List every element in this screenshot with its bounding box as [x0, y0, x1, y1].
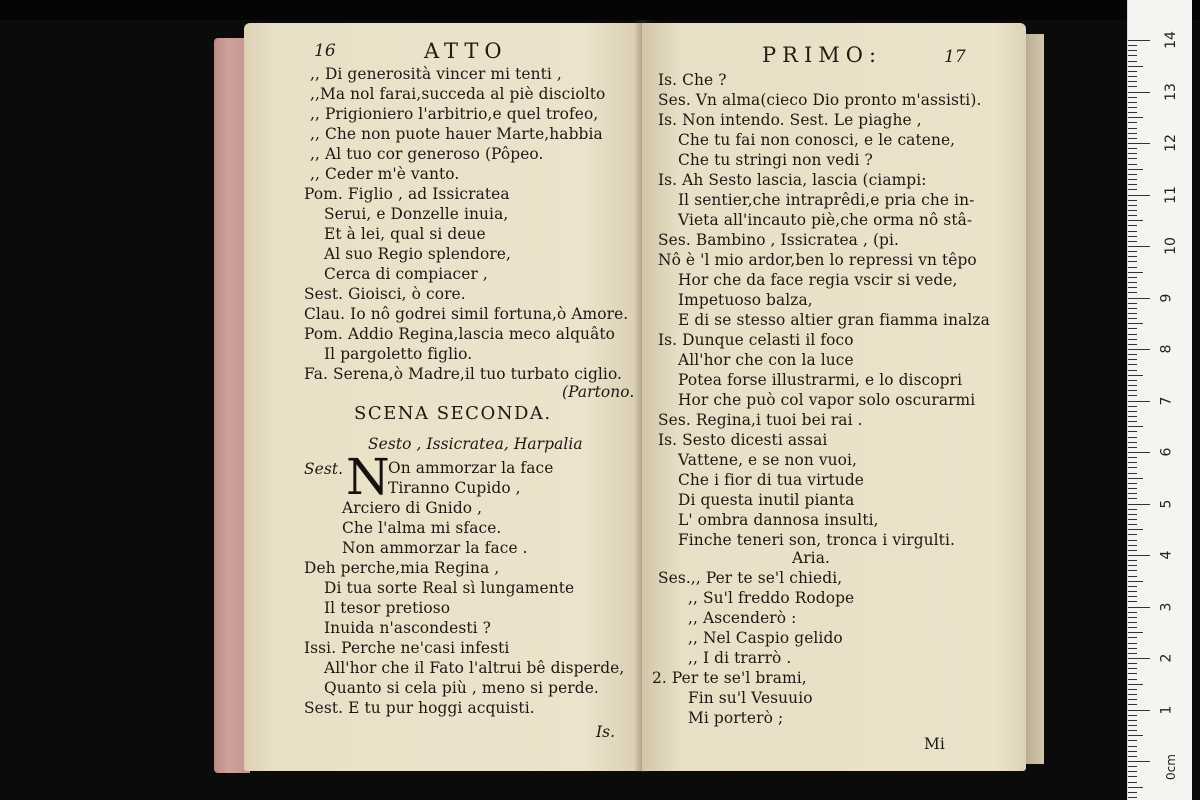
- ruler-tick: [1128, 292, 1137, 293]
- ruler-tick: [1128, 426, 1143, 427]
- ruler-tick: [1128, 782, 1137, 783]
- ruler-tick: [1128, 282, 1137, 283]
- left-page: [244, 23, 644, 771]
- ruler-unit-label: 0cm: [1163, 754, 1178, 780]
- text-line: Al suo Regio splendore,: [324, 245, 511, 263]
- ruler-tick: [1128, 591, 1137, 592]
- ruler-tick: [1128, 359, 1137, 360]
- ruler-tick: [1128, 61, 1137, 62]
- ruler-tick: [1128, 545, 1137, 546]
- ruler-tick: [1128, 406, 1137, 407]
- catchword: Is.: [596, 723, 616, 741]
- text-line: ,, Nel Caspio gelido: [688, 629, 843, 647]
- ruler-tick: [1128, 447, 1137, 448]
- scene-characters: Sesto , Issicratea, Harpalia: [368, 435, 583, 453]
- ruler-tick: [1128, 673, 1137, 674]
- text-line: Quanto si cela più , meno si perde.: [324, 679, 599, 697]
- ruler-tick: [1128, 498, 1137, 499]
- ruler-tick: [1128, 643, 1137, 644]
- ruler-tick: [1128, 540, 1137, 541]
- text-line: Il tesor pretioso: [324, 599, 451, 617]
- ruler-tick: [1128, 632, 1143, 633]
- ruler-tick: [1128, 462, 1137, 463]
- text-line: Fa. Serena,ò Madre,il tuo turbato ciglio.: [304, 365, 623, 383]
- ruler-number: 5: [1158, 499, 1175, 508]
- text-line: Che tu fai non conosci, e le catene,: [678, 131, 956, 149]
- text-line: ,, Che non puote hauer Marte,habbia: [310, 125, 603, 143]
- right-page: [642, 23, 1026, 771]
- scene-title: SCENA SECONDA.: [354, 403, 552, 424]
- text-line: ,, Su'l freddo Rodope: [688, 589, 855, 607]
- text-line: Is. Non intendo. Sest. Le piaghe ,: [658, 111, 922, 129]
- ruler-tick: [1128, 86, 1137, 87]
- text-line: Nô è 'l mio ardor,ben lo repressi vn têpo: [658, 251, 977, 269]
- ruler-tick: [1128, 231, 1137, 232]
- ruler-tick: [1128, 570, 1137, 571]
- ruler-tick: [1128, 694, 1137, 695]
- ruler-tick: [1128, 612, 1137, 613]
- ruler-tick: [1128, 622, 1137, 623]
- ruler-tick: [1128, 195, 1150, 196]
- ruler-tick: [1128, 560, 1137, 561]
- text-line: Pom. Figlio , ad Issicratea: [304, 185, 510, 203]
- ruler-tick: [1128, 45, 1137, 46]
- text-line: Hor che da face regia vscir si vede,: [678, 271, 958, 289]
- ruler-tick: [1128, 751, 1137, 752]
- ruler-tick: [1128, 76, 1137, 77]
- ruler-tick: [1128, 581, 1143, 582]
- text-line: All'hor che il Fato l'altrui bê disperde,: [324, 659, 625, 677]
- ruler-tick: [1128, 385, 1137, 386]
- ruler-number: 10: [1162, 237, 1179, 255]
- ruler-tick: [1128, 658, 1150, 659]
- ruler-tick: [1128, 303, 1137, 304]
- dark-background-top: [0, 0, 1200, 20]
- ruler-tick: [1128, 617, 1137, 618]
- ruler-number: 6: [1158, 447, 1175, 457]
- ruler-tick: [1128, 509, 1137, 510]
- ruler-tick: [1128, 467, 1137, 468]
- ruler-tick: [1128, 215, 1137, 216]
- ruler-tick: [1128, 437, 1137, 438]
- ruler-tick: [1128, 648, 1137, 649]
- ruler-tick: [1128, 174, 1137, 175]
- ruler-tick: [1128, 411, 1137, 412]
- ruler-tick: [1128, 720, 1137, 721]
- ruler-number: 4: [1158, 550, 1175, 560]
- ruler-tick: [1128, 761, 1150, 762]
- ruler-tick: [1128, 323, 1143, 324]
- text-line: ,, Prigioniero l'arbitrio,e quel trofeo,: [310, 105, 599, 123]
- ruler-tick: [1128, 256, 1137, 257]
- text-line: Sest. E tu pur hoggi acquisti.: [304, 699, 535, 717]
- ruler-tick: [1128, 184, 1137, 185]
- ruler-tick: [1128, 601, 1137, 602]
- left-running-head: ATTO: [424, 39, 508, 63]
- ruler-tick: [1128, 529, 1143, 530]
- text-line: Vieta all'incauto piè,che orma nô stâ-: [678, 211, 973, 229]
- text-line: ,, Di generosità vincer mi tenti ,: [310, 65, 562, 83]
- text-line: Ses.,, Per te se'l chiedi,: [658, 569, 843, 587]
- ruler-tick: [1128, 164, 1137, 165]
- ruler-tick: [1128, 504, 1150, 505]
- ruler-tick: [1128, 519, 1137, 520]
- ruler-tick: [1128, 261, 1137, 262]
- ruler-tick: [1128, 766, 1137, 767]
- ruler-tick: [1128, 334, 1137, 335]
- ruler-tick: [1128, 715, 1137, 716]
- text-line: Inuida n'ascondesti ?: [324, 619, 491, 637]
- ruler-number: 8: [1158, 344, 1175, 354]
- ruler-tick: [1128, 663, 1137, 664]
- page-fore-edge: [1024, 34, 1044, 764]
- ruler-tick: [1128, 756, 1137, 757]
- right-running-head: PRIMO:: [762, 43, 883, 67]
- ruler-tick: [1128, 730, 1137, 731]
- text-line: Is. Sesto dicesti assai: [658, 431, 828, 449]
- ruler-tick: [1128, 416, 1137, 417]
- ruler-tick: [1128, 684, 1143, 685]
- text-line: L' ombra dannosa insulti,: [678, 511, 879, 529]
- ruler-tick: [1128, 401, 1150, 402]
- text-line: Che tu stringi non vedi ?: [678, 151, 873, 169]
- ruler-tick: [1128, 478, 1143, 479]
- text-line: Pom. Addio Regina,lascia meco alquâto: [304, 325, 616, 343]
- text-line: ,, Ceder m'è vanto.: [310, 165, 460, 183]
- ruler-tick: [1128, 112, 1137, 113]
- ruler-tick: [1128, 797, 1137, 798]
- ruler-tick: [1128, 272, 1143, 273]
- ruler-tick: [1128, 287, 1137, 288]
- ruler-tick: [1128, 370, 1137, 371]
- ruler-tick: [1128, 364, 1137, 365]
- ruler-tick: [1128, 277, 1137, 278]
- text-line: E di se stesso altier gran fiamma inalza: [678, 311, 990, 329]
- text-line: Is. Che ?: [658, 71, 727, 89]
- ruler-tick: [1128, 153, 1137, 154]
- ruler-tick: [1128, 452, 1150, 453]
- ruler-tick: [1128, 524, 1137, 525]
- ruler-tick: [1128, 169, 1143, 170]
- text-line: Di questa inutil pianta: [678, 491, 855, 509]
- ruler-tick: [1128, 653, 1137, 654]
- ruler-tick: [1128, 210, 1137, 211]
- ruler-tick: [1128, 431, 1137, 432]
- text-line: Cerca di compiacer ,: [324, 265, 488, 283]
- ruler-tick: [1128, 576, 1137, 577]
- text-line: Il sentier,che intraprêdi,e pria che in-: [678, 191, 975, 209]
- ruler-tick: [1128, 787, 1143, 788]
- ruler-tick: [1128, 40, 1150, 41]
- ruler-tick: [1128, 746, 1137, 747]
- text-line: Il pargoletto figlio.: [324, 345, 473, 363]
- text-line: Et à lei, qual si deue: [324, 225, 486, 243]
- ruler-tick: [1128, 179, 1137, 180]
- text-line: Potea forse illustrarmi, e lo discopri: [678, 371, 963, 389]
- ruler-tick: [1128, 128, 1137, 129]
- ruler-tick: [1128, 308, 1137, 309]
- ruler-tick: [1128, 143, 1150, 144]
- text-line: All'hor che con la luce: [678, 351, 854, 369]
- ruler-tick: [1128, 102, 1137, 103]
- ruler-tick: [1128, 488, 1137, 489]
- text-line: Che i fior di tua virtude: [678, 471, 865, 489]
- ruler-number: 9: [1158, 293, 1175, 302]
- ruler-tick: [1128, 148, 1137, 149]
- stage-direction: (Partono.: [562, 383, 635, 401]
- text-line: Sest. Gioisci, ò core.: [304, 285, 466, 303]
- left-page-number: 16: [314, 41, 336, 61]
- ruler-tick: [1128, 55, 1137, 56]
- text-line: Serui, e Donzelle inuia,: [324, 205, 509, 223]
- ruler-tick: [1128, 704, 1137, 705]
- catchword: Mi: [924, 735, 945, 753]
- ruler-tick: [1128, 442, 1137, 443]
- ruler-tick: [1128, 246, 1150, 247]
- text-line: Clau. Io nô godrei simil fortuna,ò Amore.: [304, 305, 629, 323]
- ruler-tick: [1128, 66, 1143, 67]
- ruler-tick: [1128, 565, 1137, 566]
- text-line: ,,Ma nol farai,succeda al piè disciolto: [310, 85, 606, 103]
- text-line: Non ammorzar la face .: [342, 539, 528, 557]
- ruler-tick: [1128, 241, 1137, 242]
- ruler-tick: [1128, 122, 1137, 123]
- text-line: Hor che può col vapor solo oscurarmi: [678, 391, 976, 409]
- ruler-tick: [1128, 550, 1137, 551]
- ruler-tick: [1128, 493, 1137, 494]
- ruler-tick: [1128, 313, 1137, 314]
- ruler-tick: [1128, 596, 1137, 597]
- ruler-tick: [1128, 421, 1137, 422]
- text-line: Mi porterò ;: [688, 709, 784, 727]
- ruler-tick: [1128, 534, 1137, 535]
- text-line: Finche teneri son, tronca i virgulti.: [678, 531, 955, 549]
- ruler-tick: [1128, 71, 1137, 72]
- ruler-tick: [1128, 344, 1137, 345]
- ruler-tick: [1128, 225, 1137, 226]
- text-line: Ses. Vn alma(cieco Dio pronto m'assisti).: [658, 91, 982, 109]
- ruler-tick: [1128, 267, 1137, 268]
- ruler-tick: [1128, 81, 1137, 82]
- ruler-tick: [1128, 354, 1137, 355]
- text-line: ,, Ascenderò :: [688, 609, 797, 627]
- text-line: Issi. Perche ne'casi infesti: [304, 639, 510, 657]
- ruler-tick: [1128, 107, 1137, 108]
- ruler-tick: [1128, 375, 1143, 376]
- ruler-tick: [1128, 699, 1137, 700]
- ruler-tick: [1128, 390, 1137, 391]
- ruler-tick: [1128, 328, 1137, 329]
- ruler-number: 7: [1158, 396, 1175, 405]
- ruler-tick: [1128, 637, 1137, 638]
- speaker-label: Sest.: [304, 460, 344, 478]
- text-line: 2. Per te se'l brami,: [652, 669, 807, 687]
- ruler-tick: [1128, 50, 1137, 51]
- text-line: Impetuoso balza,: [678, 291, 813, 309]
- text-line: ,, I di trarrò .: [688, 649, 792, 667]
- ruler-number: 13: [1162, 82, 1179, 101]
- ruler-number: 1: [1158, 705, 1175, 714]
- ruler-tick: [1128, 339, 1137, 340]
- ruler-tick: [1128, 457, 1137, 458]
- ruler-tick: [1128, 586, 1137, 587]
- ruler-tick: [1128, 607, 1150, 608]
- ruler-tick: [1128, 349, 1150, 350]
- ruler-tick: [1128, 473, 1137, 474]
- text-line: ,, Al tuo cor generoso (Pôpeo.: [310, 145, 544, 163]
- ruler-number: 11: [1162, 185, 1179, 204]
- ruler-tick: [1128, 158, 1137, 159]
- ruler-tick: [1128, 200, 1137, 201]
- ruler-tick: [1128, 92, 1150, 93]
- ruler-tick: [1128, 380, 1137, 381]
- ruler-tick: [1128, 205, 1137, 206]
- ruler-tick: [1128, 725, 1137, 726]
- ruler-tick: [1128, 97, 1137, 98]
- ruler-number: 14: [1162, 31, 1179, 49]
- text-line: Ses. Bambino , Issicratea , (pi.: [658, 231, 900, 249]
- text-line: Tiranno Cupido ,: [388, 479, 521, 497]
- ruler-tick: [1128, 555, 1150, 556]
- ruler-tick: [1128, 689, 1137, 690]
- text-line: Di tua sorte Real sì lungamente: [324, 579, 575, 597]
- ruler-tick: [1128, 514, 1137, 515]
- ruler-tick: [1128, 483, 1137, 484]
- measurement-ruler: [1127, 0, 1192, 800]
- ruler-tick: [1128, 735, 1143, 736]
- right-page-number: 17: [944, 47, 966, 67]
- ruler-tick: [1128, 710, 1150, 711]
- ruler-tick: [1128, 792, 1137, 793]
- ruler-tick: [1128, 189, 1137, 190]
- ruler-tick: [1128, 776, 1137, 777]
- ruler-number: 12: [1162, 134, 1179, 152]
- ruler-tick: [1128, 117, 1143, 118]
- text-line: Is. Ah Sesto lascia, lascia (ciampi:: [658, 171, 927, 189]
- text-line: Deh perche,mia Regina ,: [304, 559, 500, 577]
- ruler-tick: [1128, 318, 1137, 319]
- ruler-number: 3: [1158, 602, 1175, 611]
- drop-capital: N: [346, 448, 390, 506]
- text-line: Fin su'l Vesuuio: [688, 689, 813, 707]
- ruler-number: 2: [1158, 653, 1175, 663]
- ruler-tick: [1128, 251, 1137, 252]
- ruler-tick: [1128, 771, 1137, 772]
- ruler-tick: [1128, 395, 1137, 396]
- ruler-tick: [1128, 627, 1137, 628]
- ruler-tick: [1128, 133, 1137, 134]
- ruler-tick: [1128, 236, 1137, 237]
- ruler-tick: [1128, 740, 1137, 741]
- text-line: Che l'alma mi sface.: [342, 519, 502, 537]
- ruler-tick: [1128, 668, 1137, 669]
- text-line: Vattene, e se non vuoi,: [678, 451, 858, 469]
- ruler-tick: [1128, 138, 1137, 139]
- open-book: [214, 20, 1044, 772]
- text-line: Arciero di Gnido ,: [342, 499, 483, 517]
- ruler-tick: [1128, 220, 1143, 221]
- ruler-tick: [1128, 298, 1150, 299]
- text-line: Ses. Regina,i tuoi bei rai .: [658, 411, 863, 429]
- ruler-tick: [1128, 679, 1137, 680]
- aria-heading: Aria.: [792, 549, 830, 567]
- text-line: Is. Dunque celasti il foco: [658, 331, 854, 349]
- text-line: On ammorzar la face: [388, 459, 554, 477]
